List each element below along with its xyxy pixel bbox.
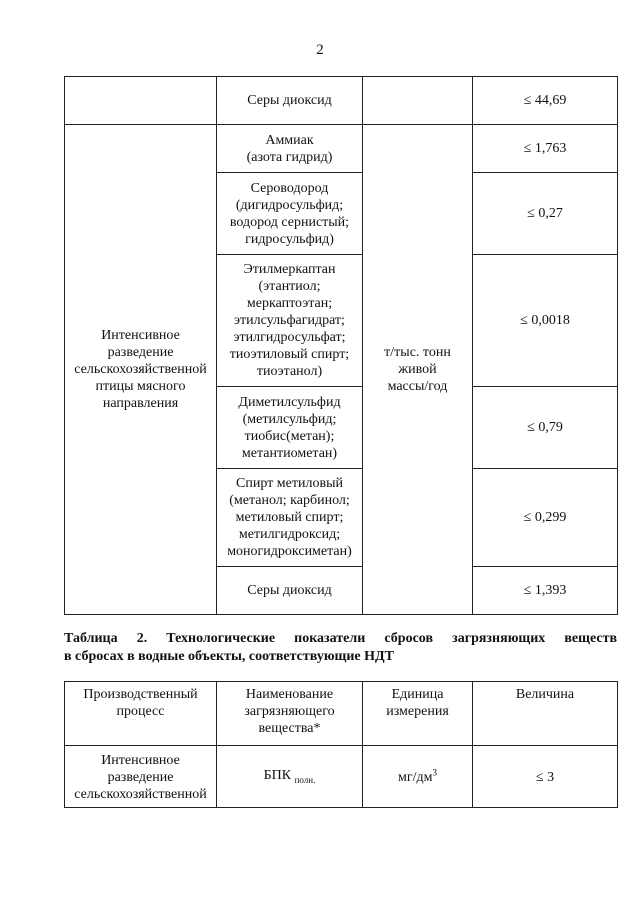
unit-cell	[363, 746, 473, 808]
substance-line: Диметилсульфид	[238, 394, 341, 410]
value-cell: ≤ 1,393	[473, 567, 618, 615]
process-line: Интенсивное	[101, 753, 180, 768]
empty-process-cell	[65, 77, 217, 125]
header-line: вещества*	[258, 721, 321, 736]
substance-cell: Серы диоксид	[217, 77, 363, 125]
process-line: птицы мясного	[95, 379, 186, 394]
substance-line: (метанол; карбинол;	[229, 493, 350, 508]
substance-subscript: полн.	[294, 774, 316, 785]
substance-line: моногидроксиметан)	[227, 544, 352, 559]
process-line: разведение	[107, 770, 174, 785]
header-process	[65, 682, 217, 746]
caption-line: в сбросах в водные объекты, соответствующие НДТ	[64, 649, 394, 664]
value-cell: ≤ 44,69	[473, 77, 618, 125]
substance-cell	[217, 125, 363, 173]
substance-cell	[217, 567, 363, 615]
table-row	[65, 125, 618, 173]
substance-line: Серы диоксид	[247, 583, 332, 598]
substance-line: тиоэтанол)	[256, 364, 323, 379]
substance-line: (метилсульфид;	[242, 411, 337, 427]
header-row	[65, 682, 618, 746]
discharges-table	[64, 681, 618, 808]
process-line: Интенсивное	[101, 328, 180, 343]
substance-line: тиобис(метан);	[244, 428, 335, 444]
substance-line: метилгидроксид;	[238, 527, 341, 542]
process-line: разведение	[107, 345, 174, 360]
unit-cell	[363, 125, 473, 615]
table-row	[65, 746, 618, 808]
value-cell: ≤ 3	[473, 746, 618, 808]
process-cell	[65, 746, 217, 808]
header-unit	[363, 682, 473, 746]
substance-line: Сероводород	[250, 180, 329, 196]
substance-cell	[217, 469, 363, 567]
substance-cell	[217, 255, 363, 387]
process-cell	[65, 125, 217, 615]
header-line: загрязняющего	[244, 704, 335, 719]
substance-cell	[217, 746, 363, 808]
process-line: направления	[102, 396, 179, 411]
substance-cell	[217, 387, 363, 469]
caption-line: Таблица 2. Технологические показатели сбросов загрязняющих веществ	[64, 631, 617, 646]
unit-line: живой	[398, 362, 437, 377]
substance-line: этилсульфагидрат;	[234, 313, 345, 328]
substance-line: тиоэтиловый спирт;	[229, 347, 350, 362]
unit-superscript: 3	[432, 767, 437, 778]
substance-line: водород сернистый;	[229, 214, 350, 230]
unit-line: т/тыс. тонн	[384, 345, 451, 360]
substance-line: гидросульфид)	[245, 231, 334, 247]
empty-unit-cell	[363, 77, 473, 125]
substance-line: Аммиак	[265, 132, 314, 148]
header-line: измерения	[386, 704, 449, 719]
emissions-table	[64, 76, 618, 615]
unit-line: массы/год	[387, 379, 448, 394]
substance-text: БПК	[263, 767, 292, 783]
substance-line: этилгидросульфат;	[233, 330, 346, 345]
substance-line: Спирт метиловый	[236, 476, 343, 491]
header-substance-name	[217, 682, 363, 746]
process-line: сельскохозяйственной	[74, 787, 207, 802]
table-row	[65, 77, 618, 125]
table-caption	[64, 630, 617, 666]
substance-line: (этантиол;	[258, 279, 321, 294]
header-line: Единица	[391, 687, 444, 702]
value-cell: ≤ 0,0018	[473, 255, 618, 387]
value-cell: ≤ 0,79	[473, 387, 618, 469]
substance-line: (дигидросульфид;	[235, 197, 344, 213]
substance-line: (азота гидрид)	[246, 149, 333, 165]
substance-line: меркаптоэтан;	[246, 296, 333, 311]
value-cell: ≤ 0,299	[473, 469, 618, 567]
substance-line: Этилмеркаптан	[243, 262, 336, 277]
header-line: Наименование	[245, 687, 334, 702]
value-cell: ≤ 0,27	[473, 173, 618, 255]
header-value: Величина	[473, 682, 618, 746]
header-line: Производственный	[83, 687, 198, 702]
process-line: сельскохозяйственной	[74, 362, 207, 377]
substance-cell	[217, 173, 363, 255]
value-cell: ≤ 1,763	[473, 125, 618, 173]
substance-line: метантиометан)	[241, 445, 338, 461]
header-line: процесс	[116, 704, 165, 719]
unit-text: мг/дм	[398, 770, 433, 785]
substance-line: метиловый спирт;	[235, 510, 344, 525]
page-number: 2	[316, 42, 324, 58]
